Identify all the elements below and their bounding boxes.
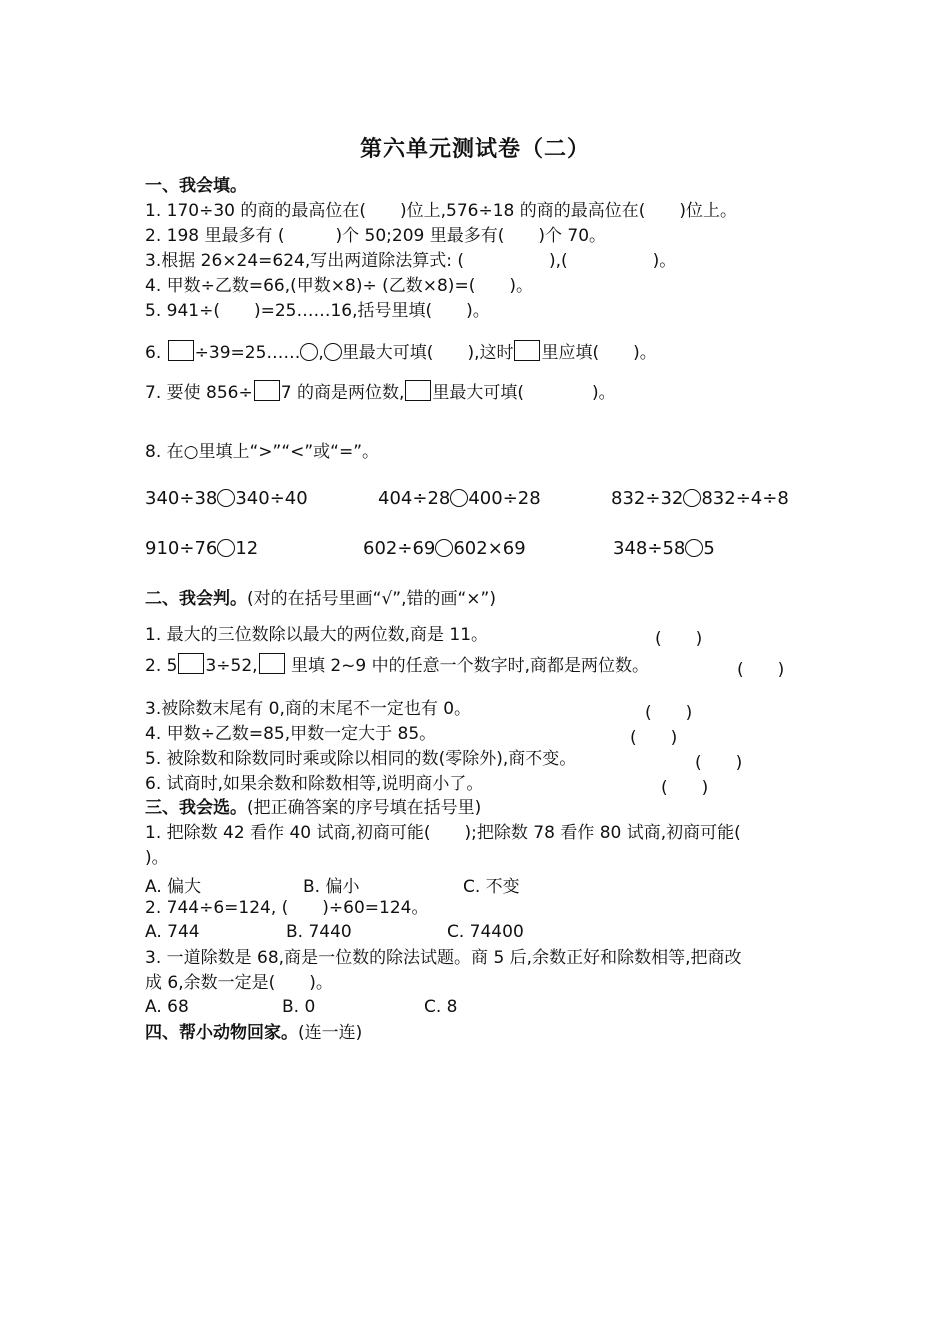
compare-item: 910÷76 12 (145, 538, 259, 559)
choice-question-1-cont: )。 (145, 848, 169, 868)
q6-text-2: , (318, 343, 324, 363)
q6-text-1: ÷39=25…… (194, 343, 301, 363)
section-4-heading: 四、帮小动物回家。(连一连) (145, 1023, 363, 1043)
fill-question-4: 4. 甲数÷乙数=66,(甲数×8)÷ (乙数×8)=( )。 (145, 276, 533, 296)
circle-icon (217, 489, 235, 507)
circle-icon (683, 489, 701, 507)
section-2-heading: 二、我会判。(对的在括号里画“√”,错的画“×”) (145, 589, 496, 609)
circle-icon (217, 539, 235, 557)
answer-paren: ( ) (655, 629, 703, 649)
judge-question-3: 3.被除数末尾有 0,商的末尾不一定也有 0。 (145, 699, 472, 719)
blank-box-icon (405, 380, 431, 401)
judge-question-2: 2. 5 3÷52, 里填 2~9 中的任意一个数字时,商都是两位数。 (145, 653, 649, 677)
section-1-heading: 一、我会填。 (145, 176, 247, 196)
choice-question-2: 2. 744÷6=124, ( )÷60=124。 (145, 898, 429, 918)
choice-question-1: 1. 把除数 42 看作 40 试商,初商可能( );把除数 78 看作 80 试商,初商可能( (145, 823, 741, 843)
q6-number: 6. (145, 343, 162, 363)
choice-option: C. 74400 (447, 922, 524, 942)
section-4-note: (连一连) (298, 1023, 363, 1043)
fill-question-3: 3.根据 26×24=624,写出两道除法算式: ( ),( )。 (145, 251, 677, 271)
blank-box-icon (514, 340, 540, 361)
compare-item: 832÷32 832÷4÷8 (611, 488, 789, 509)
answer-paren: ( ) (737, 660, 785, 680)
choice-option: B. 0 (282, 997, 316, 1017)
fill-question-5: 5. 941÷( )=25……16,括号里填( )。 (145, 301, 490, 321)
circle-icon (324, 343, 342, 361)
section-2-note: (对的在括号里画“√”,错的画“×”) (247, 589, 496, 609)
compare-item: 340÷38 340÷40 (145, 488, 308, 509)
page-title: 第六单元测试卷（二） (359, 136, 590, 162)
choice-option: A. 68 (145, 997, 189, 1017)
circle-icon (435, 539, 453, 557)
choice-option: A. 偏大 (145, 877, 202, 897)
fill-question-6 (145, 340, 657, 364)
q7-text-2: 7 的商是两位数, (280, 383, 405, 403)
choice-option: C. 不变 (463, 877, 520, 897)
compare-item: 602÷69 602×69 (363, 538, 526, 559)
answer-paren: ( ) (630, 728, 678, 748)
q7-text-1: 7. 要使 856÷ (145, 383, 253, 403)
q6-text-4: 里应填( )。 (541, 343, 657, 363)
answer-paren: ( ) (661, 778, 709, 798)
choice-question-3: 3. 一道除数是 68,商是一位数的除法试题。商 5 后,余数正好和除数相等,把商改 (145, 948, 742, 968)
answer-paren: ( ) (695, 753, 743, 773)
fill-question-1: 1. 170÷30 的商的最高位在( )位上,576÷18 的商的最高位在( )位上。 (145, 201, 738, 221)
judge-question-5: 5. 被除数和除数同时乘或除以相同的数(零除外),商不变。 (145, 749, 577, 769)
blank-box-icon (259, 653, 285, 674)
choice-question-3-cont: 成 6,余数一定是( )。 (145, 973, 333, 993)
circle-icon (685, 539, 703, 557)
judge-question-6: 6. 试商时,如果余数和除数相等,说明商小了。 (145, 774, 484, 794)
choice-option: A. 744 (145, 922, 200, 942)
choice-option: B. 偏小 (303, 877, 360, 897)
blank-box-icon (178, 653, 204, 674)
answer-paren: ( ) (645, 703, 693, 723)
q7-text-3: 里最大可填( )。 (432, 383, 616, 403)
compare-item: 348÷58 5 (613, 538, 715, 559)
q6-text-3: 里最大可填( ),这时 (341, 343, 514, 363)
circle-icon (300, 343, 318, 361)
judge-question-4: 4. 甲数÷乙数=85,甲数一定大于 85。 (145, 724, 437, 744)
choice-option: C. 8 (424, 997, 458, 1017)
section-3-heading: 三、我会选。(把正确答案的序号填在括号里) (145, 798, 482, 818)
choice-option: B. 7440 (286, 922, 352, 942)
fill-question-8: 8. 在○里填上“>”“<”或“=”。 (145, 442, 380, 462)
section-3-note: (把正确答案的序号填在括号里) (247, 798, 482, 818)
fill-question-7 (145, 380, 616, 404)
fill-question-2: 2. 198 里最多有 ( )个 50;209 里最多有( )个 70。 (145, 226, 607, 246)
judge-question-1: 1. 最大的三位数除以最大的两位数,商是 11。 (145, 625, 489, 645)
blank-box-icon (254, 380, 280, 401)
compare-item: 404÷28 400÷28 (378, 488, 541, 509)
circle-icon (450, 489, 468, 507)
blank-box-icon (168, 340, 194, 361)
